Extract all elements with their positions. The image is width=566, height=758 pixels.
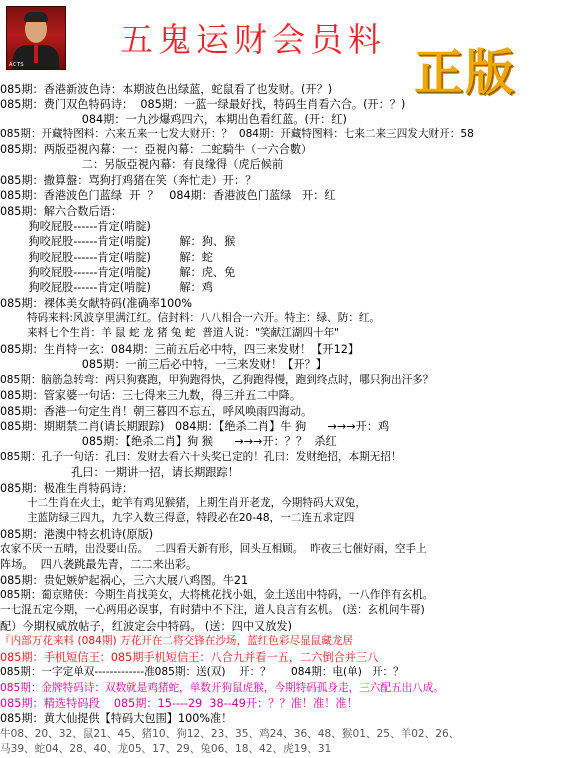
tie-shape [34, 45, 38, 63]
text-line: 特码来料:风波享里满江红。信封料：八八相合一六开。特主：绿、防：红。 [0, 312, 381, 324]
text-line: 085期：撒算盤：骂狗打鸡猪在笑（奔忙走）开：？ [0, 174, 257, 187]
text-line: 085期：港澳中特玄机诗(原版) [0, 528, 154, 541]
text-line: 085期：香港一句定生肖！朝三暮四不忘五，呼风唤雨四海动。 [0, 405, 313, 418]
text-line: 085期：葡京赌侠：今期生肖找美女，大将桃花找小姐，金土送出中特码，一八作伴有玄机。 [0, 589, 434, 601]
text-line: 085期：【绝杀二肖】狗 猴 →→→开：？？ 杀红 [0, 435, 337, 448]
text-line: 孔曰：一期讲一招，请长期跟踪！ [0, 466, 239, 479]
text-line-highlight: 085期：手机短信王：085期手机短信王：八合九并看一五，二六倒合并三八 [0, 651, 379, 664]
text-line: 来料七个生肖：羊 鼠 蛇 龙 猪 兔 蛇 普道人说："笑献江湖四十年" [0, 327, 340, 339]
text-line: 牛08、20、32、鼠21、45、猪10、狗12、23、35、鸡24、36、48、猴01、25、羊02、26、 [0, 728, 460, 740]
profile-photo [6, 6, 66, 70]
text-line: 085期：期期禁二肖(请长期跟踪) 084期：【绝杀二肖】牛 狗 →→→开：鸡 [0, 420, 390, 433]
text-line: 085期：一字定单双-------------准085期：送(双) 开：？ 084期：电(单) 开：？ [0, 666, 404, 678]
text-line: 085期：孔子一句话：孔曰：发财去看六十头奖已定的！孔曰：发财绝招，本期无招！ [0, 451, 402, 463]
text-line: 配）今期权威放帖子，红波定会中特码。 (送：四中又放发) [0, 620, 292, 633]
text-line: 085期：生肖特一玄：084期：三前五后必中特，四三来发财！【开12】 [0, 343, 360, 356]
text-line: 085期：裸体美女献特码(准确率100% [0, 297, 192, 310]
text-line: 085期：两版亞視內幕：一：亞視內幕：二蛇騎牛（一六合數） [0, 143, 313, 156]
text-line-highlight: 085期：金牌特码诗：双数就是鸡猪蛇，单数开狗鼠虎猴，今期特码孤身走，三六配五出八成。 [0, 682, 444, 694]
text-line: 狗咬屁股------肯定(啃腚) 解：蛇 [0, 251, 213, 264]
authentic-badge: 正版 [414, 44, 517, 101]
text-line: 狗咬屁股------肯定(啃腚) [0, 220, 151, 233]
text-line: 085期：极准生肖特码诗： [0, 482, 134, 495]
text-line: 狗咬屁股------肯定(啃腚) 解：狗、猴 [0, 235, 236, 248]
text-line: 085期：香港波色门蓝绿 开 ？ 084期：香港波色门蓝绿 开：红 [0, 189, 336, 202]
text-line: 085期：香港新波色诗：本期波色出绿蓝，蛇鼠看了也发财。(开？) [0, 83, 333, 96]
text-line-highlight: 085期：精选特码段 085期：15----29 38--49开：？？准！准！准！ [0, 697, 358, 710]
text-line: 狗咬屁股------肯定(啃腚) 解：鸡 [0, 281, 213, 294]
text-line: 一七混五定今期，一心两用必误事，有时猜中不下注，道人良言有玄机。 (送：玄机问牛哥) [0, 604, 425, 616]
text-line: 十二生肖在火土，蛇羊有鸡见猴猪，上期生肖开老龙，今期特码大双兔， [0, 497, 366, 509]
text-line: 085期：一前三后必中特，一三来发财！【开？】 [0, 358, 327, 371]
text-line: 085期：管家婆一句话：三七得来三九数，得三并五二中降。 [0, 389, 302, 402]
text-line-highlight: 『内部万花来料 (084期) 万花开在二将交锋在沙场，蓝红色彩尽显鼠藏龙居 [0, 635, 354, 647]
page-title: 五鬼运财会员料 [120, 20, 386, 59]
text-line: 085期：黄大仙提供【特码大包围】100%准！ [0, 712, 233, 725]
text-line: 狗咬屁股------肯定(啃腚) 解：虎、免 [0, 266, 236, 279]
text-line: 农家不厌一五晴，出没要山岳。 二四看天新有形，回头互相顾。 昨夜三七催好雨，空手上 [0, 543, 427, 555]
text-line: 阵场。 四八袭跳最先青，二二来出彩。 [0, 558, 198, 571]
photo-caption: ACTS [9, 62, 25, 68]
text-line: 马39、蛇04、28、40、龙05、17、29、兔06、18、42、虎19、31 [0, 743, 332, 755]
text-line: 084期：一九沙爆鸡四六，本期出色看红蓝。(开：红) [0, 113, 347, 126]
text-line: 二：另版亞視內幕：有良缘得（虎后候前 [0, 158, 284, 171]
text-line: 085期：贵妃嫉妒起祸心，三六大展八鸡图。牛21 [0, 574, 249, 587]
text-line: 主蓝防绿三四九，九字入数三得意，特段必在20-48，一二连五求定四 [0, 512, 355, 524]
text-line: 085期：开藏特图料：六来五来一七发大财开：？ 084期：开藏特图料：七来二来三四发大财开：58 [0, 128, 474, 140]
hair-shape [24, 12, 48, 22]
text-line: 085期：脑筋急转弯：两只狗赛跑，甲狗跑得快，乙狗跑得慢，跑到终点时，哪只狗出汗多？ [0, 374, 434, 386]
text-line: 085期：解六合数后语： [0, 205, 123, 218]
text-line: 085期：费门双色特码诗： 085期：一蓝一绿最好找，特码生肖看六合。(开：？) [0, 98, 406, 111]
